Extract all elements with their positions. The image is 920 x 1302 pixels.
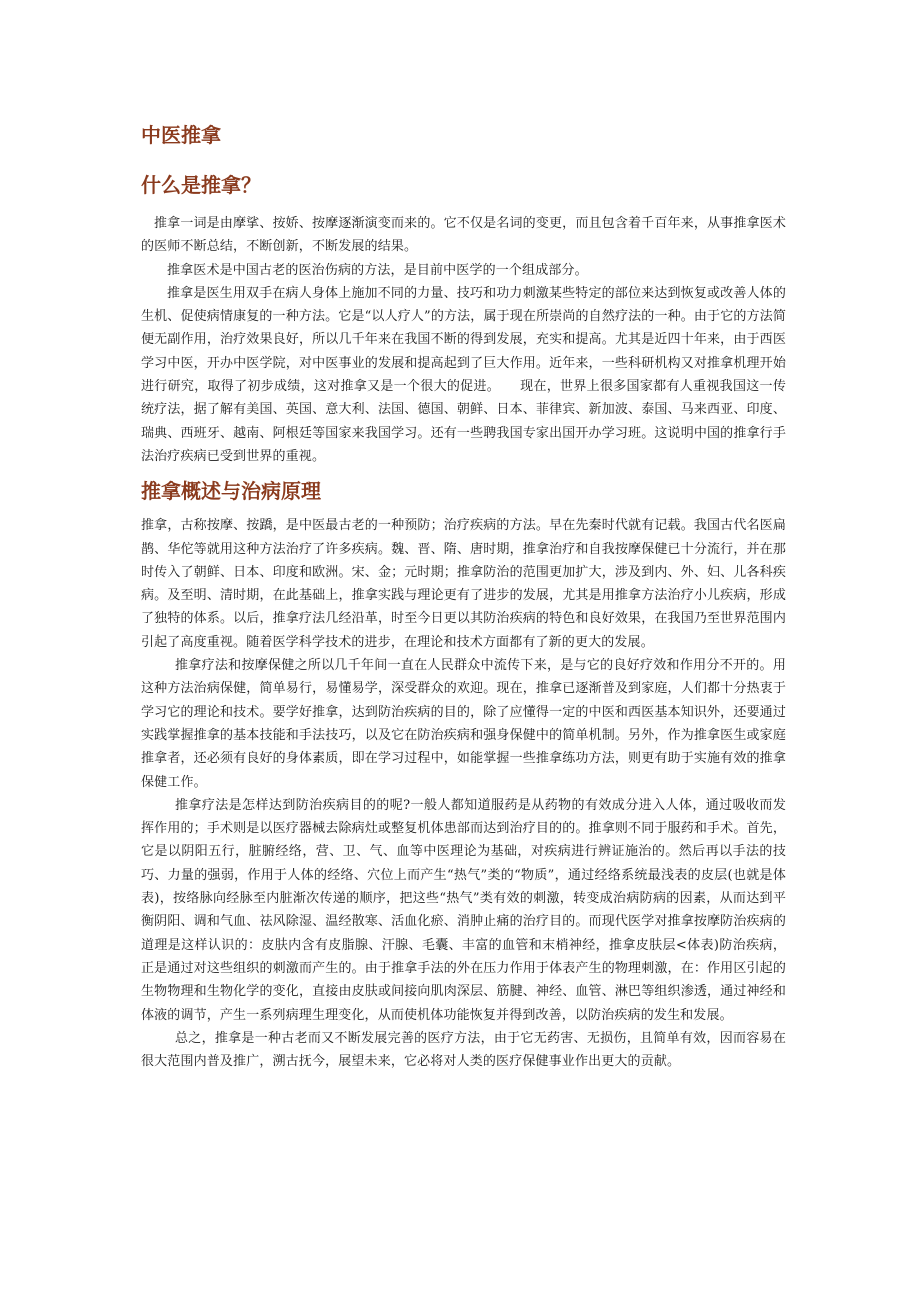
paragraph: 推拿疗法是怎样达到防治疾病目的的呢?一般人都知道服药是从药物的有效成分进入人体，通过吸收而发挥作用的；手术则是以医疗器械去除病灶或整复机体患部而达到治疗目的的。推拿则不同于服药和手术。首先，它是以阴阳五行，脏腑经络，营、卫、气、血等中医理论为基础，对疾病进行辨证施治的。然后再以手法的技巧、力量的强弱，作用于人体的经络、穴位上而产生“热气”类的“物质”，通过经络系统最浅表的皮层(也就是体表)，按络脉向经脉至内脏渐次传递的顺序，把这些“热气”类有效的刺激，转变成治病防病的因素，从而达到平衡阴阳、调和气血、祛风除湿、温经散寒、活血化瘀、消肿止痛的治疗目的。而现代医学对推拿按摩防治疾病的道理是这样认识的：皮肤内含有皮脂腺、汗腺、毛囊、丰富的血管和末梢神经，推拿皮肤层<体表)防治疾病，正是通过对这些组织的刺激而产生的。由于推拿手法的外在压力作用于体表产生的物理刺激，在：作用区引起的生物物理和生物化学的变化，直接由皮肤或间接向肌肉深层、筋腱、神经、血管、淋巴等组织渗透，通过神经和体液的调节，产生一系列病理生理变化，从而使机体功能恢复并得到改善，以防治疾病的发生和发展。 <box>141 797 786 1023</box>
paragraph: 推拿，古称按摩、按蹻，是中医最古老的一种预防；治疗疾病的方法。早在先秦时代就有记载。我国古代名医扁鹊、华佗等就用这种方法治疗了许多疾病。魏、晋、隋、唐时期，推拿治疗和自我按摩保健已十分流行，并在那时传入了朝鲜、日本、印度和欧洲。宋、金；元时期；推拿防治的范围更加扩大，涉及到内、外、妇、儿各科疾病。及至明、清时期，在此基础上，推拿实践与理论更有了进步的发展，尤其是用推拿方法治疗小儿疾病，形成了独特的体系。以后，推拿疗法几经沿革，时至今日更以其防治疾病的特色和良好效果，在我国乃至世界范围内引起了高度重视。随着医学科学技术的进步，在理论和技术方面都有了新的更大的发展。 <box>141 518 786 650</box>
paragraph: 推拿是医生用双手在病人身体上施加不同的力量、技巧和功力刺激某些特定的部位来达到恢复或改善人体的生机、促使病情康复的一种方法。它是“以人疗人”的方法，属于现在所崇尚的自然疗法的一种。由于它的方法简便无副作用，治疗效果良好，所以几千年来在我国不断的得到发展，充实和提高。尤其是近四十年来，由于西医学习中医，开办中医学院，对中医事业的发展和提高起到了巨大作用。近年来，一些科研机构又对推拿机理开始进行研究，取得了初步成绩，这对推拿又是一个很大的促进。 现在，世界上很多国家都有人重视我国这一传统疗法，据了解有美国、英国、意大利、法国、德国、朝鲜、日本、菲律宾、新加波、泰国、马来西亚、印度、瑞典、西班牙、越南、阿根廷等国家来我国学习。还有一些聘我国专家出国开办学习班。这说明中国的推拿行手法治疗疾病已受到世界的重视。 <box>141 285 786 464</box>
document-page <box>141 118 786 1073</box>
paragraph: 推拿医术是中国古老的医治伤病的方法，是目前中医学的一个组成部分。 <box>167 262 588 278</box>
paragraph: 总之，推拿是一种古老而又不断发展完善的医疗方法，由于它无药害、无损伤，且简单有效，因而容易在很大范围内普及推广，溯古抚今，展望未来，它必将对人类的医疗保健事业作出更大的贡献。 <box>141 1030 786 1070</box>
section-heading-overview: 推拿概述与治病原理 <box>141 479 321 504</box>
paragraph: 推拿一词是由摩挲、按娇、按摩逐渐演变而来的。它不仅是名词的变更，而且包含着千百年来，从事推拿医术的医师不断总结，不断创新，不断发展的结果。 <box>141 216 786 255</box>
document-title: 中医推拿 <box>141 123 221 147</box>
section-heading-what-is-tuina: 什么是推拿？ <box>141 173 261 197</box>
paragraph: 推拿疗法和按摩保健之所以几千年间一直在人民群众中流传下来，是与它的良好疗效和作用分不开的。用这种方法治病保健，简单易行，易懂易学，深受群众的欢迎。现在，推拿已逐渐普及到家庭，人们都十分热衷于学习它的理论和技术。要学好推拿，达到防治疾病的目的，除了应懂得一定的中医和西医基本知识外，还要通过实践掌握推拿的基本技能和手法技巧，以及它在防治疾病和强身保健中的简单机制。另外，作为推拿医生或家庭推拿者，还必须有良好的身体素质，即在学习过程中，如能掌握一些推拿练功方法，则更有助于实施有效的推拿保健工作。 <box>141 658 786 790</box>
